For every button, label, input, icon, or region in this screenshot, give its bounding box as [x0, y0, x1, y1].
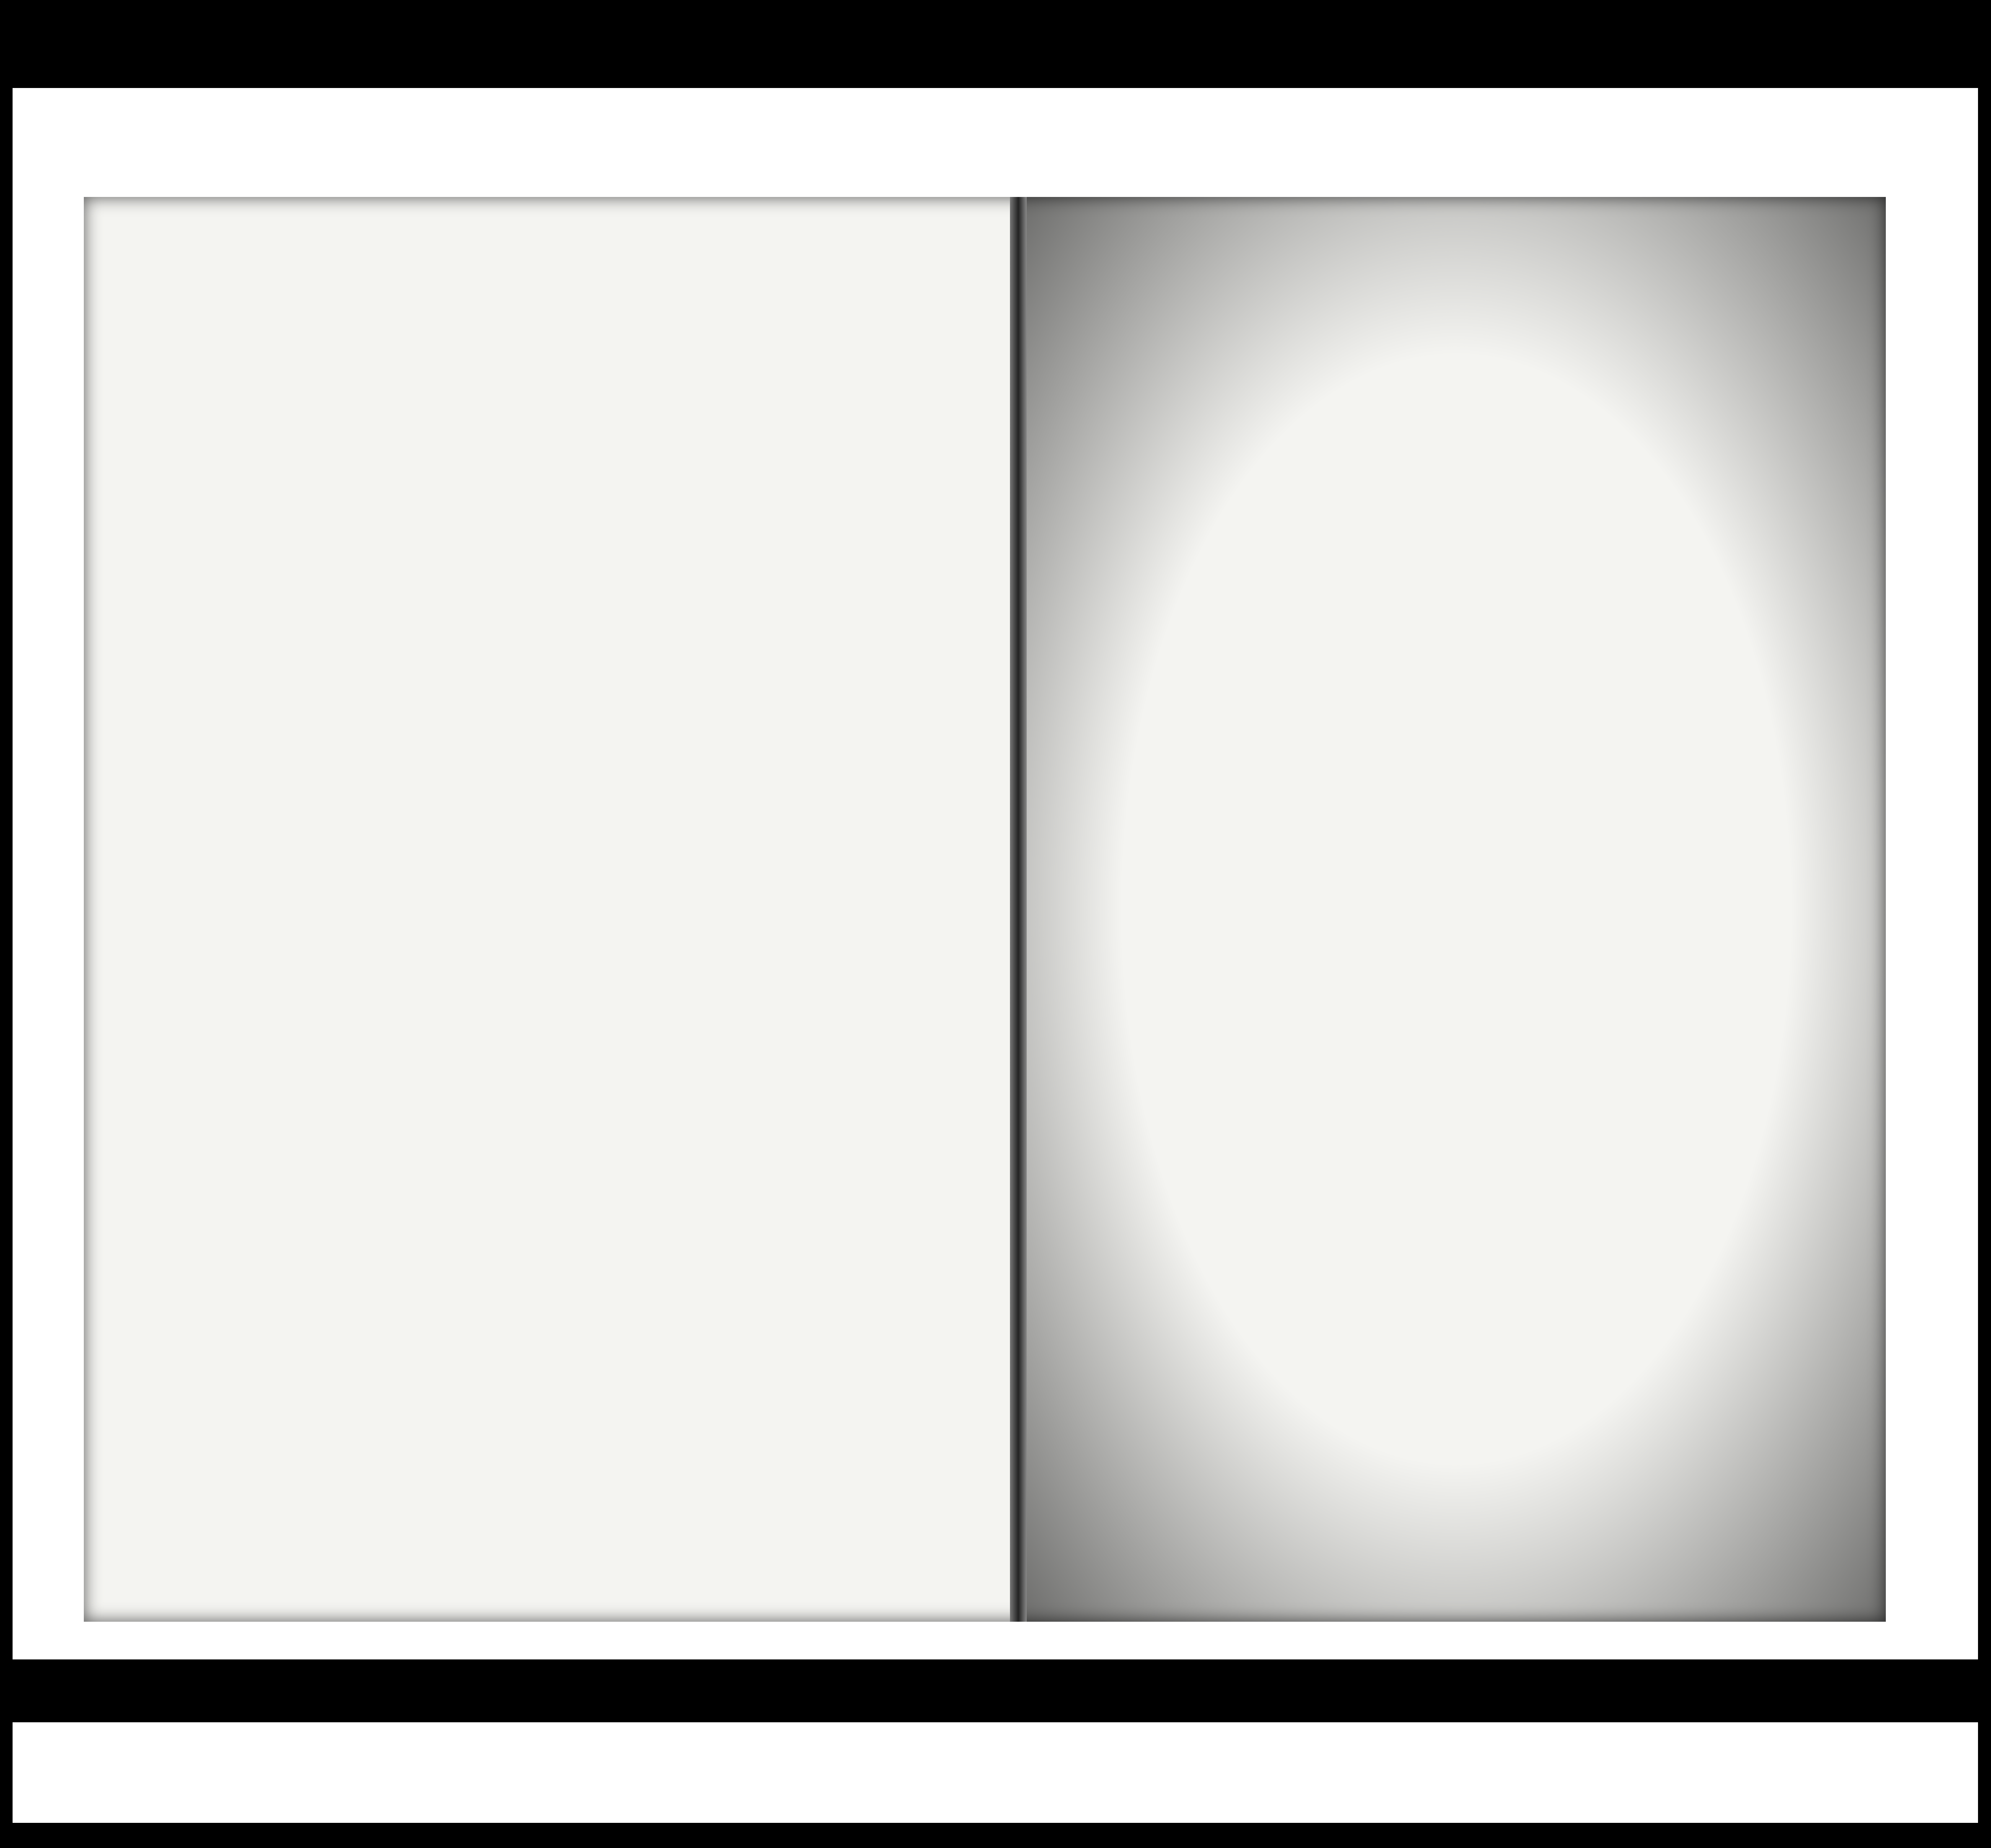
right-page-shading — [1027, 197, 1886, 1622]
archive-banner — [0, 92, 1991, 155]
page-fold — [1010, 197, 1027, 1622]
census-banner — [0, 1743, 1991, 1806]
